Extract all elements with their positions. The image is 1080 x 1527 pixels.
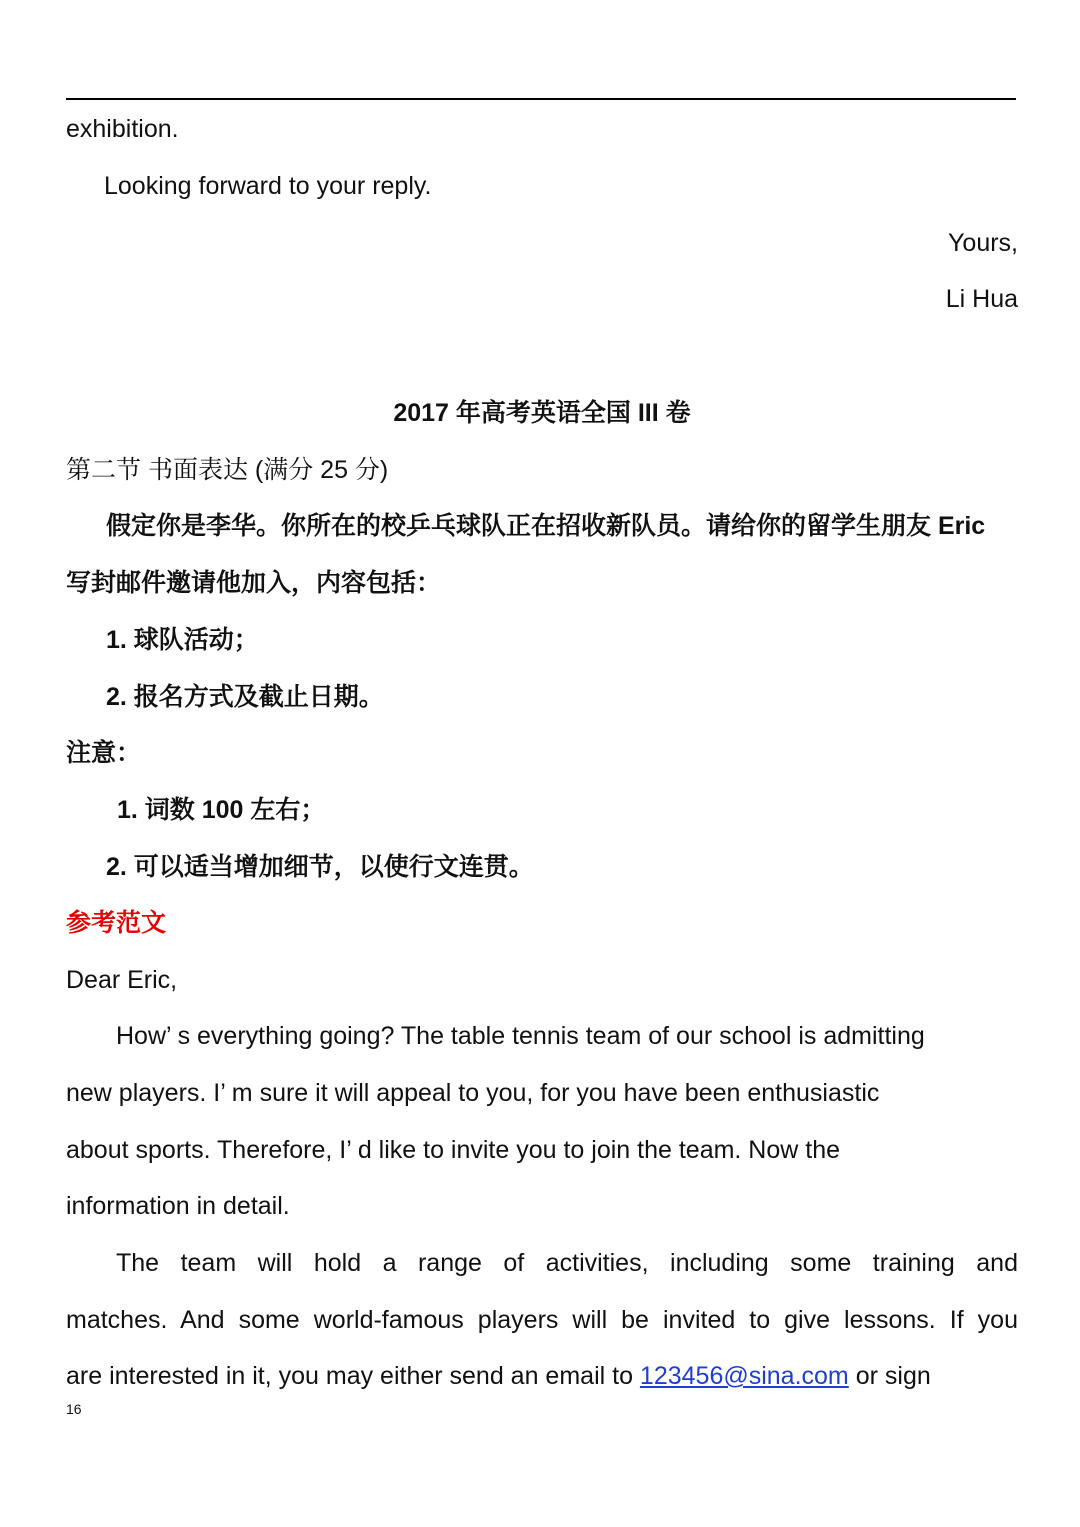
sample-greeting: Dear Eric,: [66, 966, 178, 994]
letter-line-end: exhibition.: [66, 115, 179, 143]
content-item-2: 2. 报名方式及截止日期。: [106, 683, 384, 711]
sample-para2-line-3-end: or sign: [848, 1362, 931, 1390]
sample-para2-line-2: matches. And some world-famous players will be invited to give lessons. If you: [66, 1306, 1018, 1334]
exam-section-heading: 第二节 书面表达 (满分 25 分): [66, 456, 389, 484]
top-divider-line: [66, 98, 1016, 100]
exam-prompt-line-2: 写封邮件邀请他加入，内容包括：: [66, 569, 442, 597]
sample-para1-line-4: information in detail.: [66, 1192, 290, 1220]
content-item-1: 1. 球队活动；: [106, 626, 259, 654]
sample-para2-line-3-start: are interested in it, you may either send an email to: [66, 1362, 640, 1390]
sample-para1-line-2: new players. I’ m sure it will appeal to you, for you have been enthusiastic: [66, 1079, 880, 1107]
letter-signoff: Yours,: [948, 229, 1018, 257]
note-item-2: 2. 可以适当增加细节，以使行文连贯。: [106, 853, 534, 881]
sample-essay-label: 参考范文: [66, 909, 167, 937]
letter-closing-wish: Looking forward to your reply.: [104, 172, 432, 200]
note-item-1: 1. 词数 100 左右；: [117, 796, 326, 824]
sample-para1-line-1: How’ s everything going? The table tennis team of our school is admitting: [116, 1022, 925, 1050]
exam-title: 2017 年高考英语全国 III 卷: [393, 399, 691, 427]
notes-label: 注意：: [66, 739, 142, 767]
sample-para2-line-1: The team will hold a range of activities, including some training and: [116, 1249, 1018, 1277]
email-link[interactable]: 123456@sina.com: [639, 1362, 849, 1390]
sample-para2-line-3: [66, 1360, 1018, 1392]
page-number: 16: [66, 1401, 82, 1417]
exam-prompt-line-1: 假定你是李华。你所在的校乒乓球队正在招收新队员。请给你的留学生朋友 Eric: [106, 512, 986, 540]
letter-signature: Li Hua: [945, 285, 1018, 313]
sample-para1-line-3: about sports. Therefore, I’ d like to invite you to join the team. Now the: [66, 1136, 841, 1164]
